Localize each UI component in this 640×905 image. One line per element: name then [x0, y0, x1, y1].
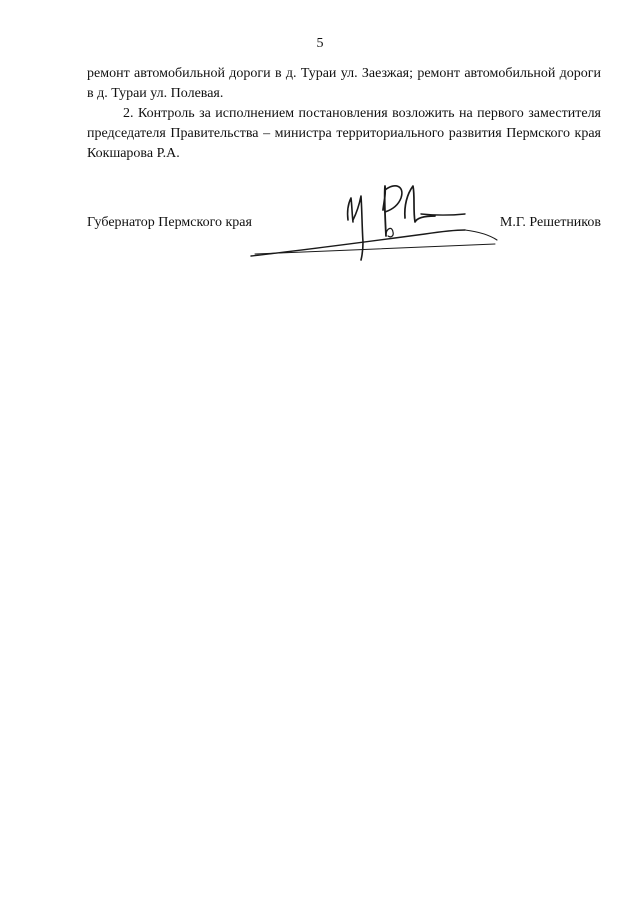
- paragraph-continuation: ремонт автомобильной дороги в д. Тураи ул. Заезжая; ремонт автомобильной дороги в д. Тураи ул. Полевая.: [87, 66, 601, 101]
- signature-block: [87, 213, 601, 237]
- signatory-title: Губернатор Пермского края: [87, 215, 252, 230]
- signatory-name: М.Г. Решетников: [499, 215, 601, 230]
- document-body: [87, 64, 601, 164]
- paragraph-control-clause: 2. Контроль за исполнением постановления возложить на первого заместителя председателя Правительства – министра территориального развития Пермского края Кокшарова Р.А.: [87, 106, 601, 161]
- page-number: 5: [316, 36, 324, 51]
